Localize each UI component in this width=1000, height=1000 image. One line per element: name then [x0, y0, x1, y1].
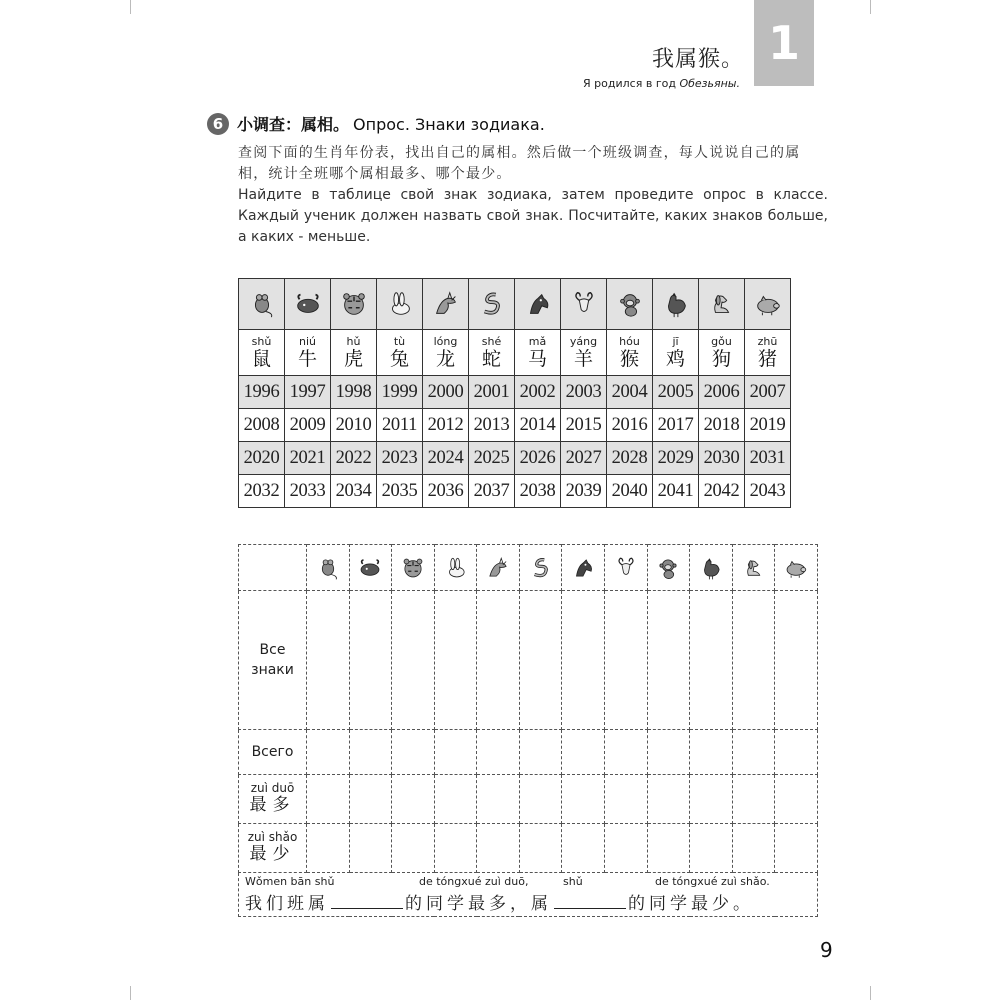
zodiac-icon-cell [515, 279, 561, 330]
least-cell[interactable] [392, 824, 435, 873]
zodiac-name-cell [331, 330, 377, 376]
monkey-icon [655, 555, 681, 581]
zodiac-pinyin: hǔ [346, 334, 361, 348]
year-cell: 2007 [745, 376, 791, 409]
section-heading [207, 112, 545, 135]
dog-icon [707, 289, 737, 319]
zodiac-name-cell [423, 330, 469, 376]
lesson-subtitle [583, 77, 740, 90]
zodiac-hanzi: 兔 [389, 347, 409, 370]
year-cell: 2019 [745, 409, 791, 442]
year-cell: 1998 [331, 376, 377, 409]
year-cell: 2031 [745, 442, 791, 475]
survey-icon-cell [477, 545, 520, 591]
zodiac-pinyin: tù [393, 334, 406, 348]
zodiac-name-cell [699, 330, 745, 376]
zodiac-name-cell [561, 330, 607, 376]
section-title-zh: 小调查：属相。 [237, 115, 350, 134]
horse-icon [523, 289, 553, 319]
total-cell[interactable] [690, 730, 733, 775]
zodiac-pinyin: shé [481, 334, 502, 348]
rat-icon [315, 555, 341, 581]
zodiac-name-cell [607, 330, 653, 376]
zodiac-pinyin: niú [299, 334, 316, 348]
exercise-number-badge: 6 [207, 113, 229, 135]
year-cell: 2000 [423, 376, 469, 409]
instruction-zh: 查阅下面的生肖年份表，找出自己的属相。然后做一个班级调查，每人说说自己的属相，统计全班哪个属相最多、哪个最少。 [238, 145, 801, 182]
lesson-subtitle-italic: Обезьяны. [679, 77, 740, 90]
least-cell[interactable] [690, 824, 733, 873]
total-cell[interactable] [434, 730, 477, 775]
year-cell: 2024 [423, 442, 469, 475]
ox-icon [293, 289, 323, 319]
crop-mark [130, 0, 131, 14]
year-cell: 1996 [239, 376, 285, 409]
year-cell: 2029 [653, 442, 699, 475]
year-cell: 2021 [285, 442, 331, 475]
least-cell[interactable] [562, 824, 605, 873]
most-cell[interactable] [647, 775, 690, 824]
class-survey-table [238, 544, 818, 917]
summary-sentence-hanzi [245, 889, 817, 914]
survey-icon-cell [732, 545, 775, 591]
monkey-icon [615, 289, 645, 319]
total-cell[interactable] [392, 730, 435, 775]
total-cell[interactable] [647, 730, 690, 775]
total-cell[interactable] [477, 730, 520, 775]
zodiac-names-row [239, 330, 791, 376]
sentence-pinyin-3: shǔ [563, 875, 583, 888]
lesson-number: 1 [767, 16, 800, 70]
year-cell: 2005 [653, 376, 699, 409]
sentence-pinyin-1: Wǒmen bān shǔ [245, 875, 335, 888]
row-label-least [239, 824, 307, 873]
year-row [239, 475, 791, 508]
tally-cell[interactable] [775, 591, 818, 730]
year-cell: 2040 [607, 475, 653, 508]
survey-icon-cell [562, 545, 605, 591]
year-cell: 2016 [607, 409, 653, 442]
year-cell: 2017 [653, 409, 699, 442]
survey-least-row [239, 824, 818, 873]
total-cell[interactable] [519, 730, 562, 775]
crop-mark [870, 986, 871, 1000]
tally-cell[interactable] [562, 591, 605, 730]
year-cell: 2020 [239, 442, 285, 475]
section-title-ru: Опрос. Знаки зодиака. [353, 115, 545, 134]
year-cell: 2037 [469, 475, 515, 508]
survey-icon-cell [690, 545, 733, 591]
zodiac-icon-cell [423, 279, 469, 330]
year-cell: 2015 [561, 409, 607, 442]
sentence-pinyin-2: de tóngxué zuì duō, [419, 875, 529, 888]
zodiac-icon-cell [699, 279, 745, 330]
survey-total-row [239, 730, 818, 775]
least-cell[interactable] [775, 824, 818, 873]
zodiac-icon-cell [469, 279, 515, 330]
goat-icon [613, 555, 639, 581]
survey-all-signs-row [239, 591, 818, 730]
most-cell[interactable] [519, 775, 562, 824]
year-cell: 2034 [331, 475, 377, 508]
blank-most-sign[interactable] [331, 894, 403, 909]
zodiac-hanzi: 狗 [711, 347, 731, 370]
year-cell: 2041 [653, 475, 699, 508]
total-cell[interactable] [605, 730, 648, 775]
year-cell: 2032 [239, 475, 285, 508]
zodiac-name-cell [239, 330, 285, 376]
total-cell[interactable] [562, 730, 605, 775]
year-cell: 2026 [515, 442, 561, 475]
tally-cell[interactable] [605, 591, 648, 730]
snake-icon [528, 555, 554, 581]
row-label-all [239, 591, 307, 730]
tiger-icon [339, 289, 369, 319]
sentence-pinyin-4: de tóngxué zuì shǎo. [655, 875, 770, 888]
year-cell: 2010 [331, 409, 377, 442]
least-hanzi: 最少 [249, 844, 296, 864]
least-cell[interactable] [647, 824, 690, 873]
tally-cell[interactable] [349, 591, 392, 730]
horse-icon [570, 555, 596, 581]
most-cell[interactable] [349, 775, 392, 824]
tally-cell[interactable] [732, 591, 775, 730]
tally-cell[interactable] [477, 591, 520, 730]
year-cell: 2022 [331, 442, 377, 475]
zodiac-hanzi: 虎 [343, 347, 363, 370]
survey-icon-cell [519, 545, 562, 591]
survey-corner-cell [239, 545, 307, 591]
zodiac-name-cell [377, 330, 423, 376]
zodiac-icons-row [239, 279, 791, 330]
zodiac-years-table [238, 278, 791, 508]
year-cell: 1997 [285, 376, 331, 409]
zodiac-icon-cell [561, 279, 607, 330]
year-cell: 2042 [699, 475, 745, 508]
year-cell: 2002 [515, 376, 561, 409]
year-row [239, 376, 791, 409]
most-cell[interactable] [477, 775, 520, 824]
year-cell: 2033 [285, 475, 331, 508]
year-cell: 2035 [377, 475, 423, 508]
least-cell[interactable] [732, 824, 775, 873]
survey-icon-cell [434, 545, 477, 591]
year-row [239, 409, 791, 442]
zodiac-name-cell [469, 330, 515, 376]
survey-icon-cell [307, 545, 350, 591]
rabbit-icon [385, 289, 415, 319]
most-hanzi: 最多 [249, 795, 296, 815]
zodiac-pinyin: jī [672, 334, 679, 348]
year-cell: 2014 [515, 409, 561, 442]
survey-icon-cell [605, 545, 648, 591]
sentence-hanzi-2: 的同学最多，属 [405, 894, 552, 914]
least-cell[interactable] [605, 824, 648, 873]
most-pinyin: zuì duō [250, 781, 295, 795]
year-cell: 2025 [469, 442, 515, 475]
survey-most-row [239, 775, 818, 824]
zodiac-name-cell [653, 330, 699, 376]
goat-icon [569, 289, 599, 319]
survey-icon-cell [647, 545, 690, 591]
crop-mark [130, 986, 131, 1000]
zodiac-hanzi: 牛 [297, 347, 317, 370]
year-cell: 2001 [469, 376, 515, 409]
zodiac-hanzi: 龙 [435, 347, 455, 370]
zodiac-icon-cell [745, 279, 791, 330]
zodiac-icon-cell [607, 279, 653, 330]
tally-cell[interactable] [307, 591, 350, 730]
zodiac-hanzi: 马 [527, 347, 547, 370]
year-cell: 2038 [515, 475, 561, 508]
year-cell: 2003 [561, 376, 607, 409]
ox-icon [357, 555, 383, 581]
zodiac-name-cell [515, 330, 561, 376]
least-cell[interactable] [349, 824, 392, 873]
year-cell: 2018 [699, 409, 745, 442]
year-cell: 2013 [469, 409, 515, 442]
summary-sentence-row [239, 873, 818, 917]
year-cell: 2030 [699, 442, 745, 475]
year-row [239, 442, 791, 475]
most-cell[interactable] [732, 775, 775, 824]
zodiac-hanzi: 猴 [619, 347, 639, 370]
least-pinyin: zuì shǎo [247, 830, 298, 844]
most-cell[interactable] [392, 775, 435, 824]
instruction-ru: Найдите в таблице свой знак зодиака, затем проведите опрос в классе. Каждый ученик должен назвать свой знак. Посчитайте, каких знаков больше, а каких - меньше. [238, 187, 828, 245]
total-cell[interactable] [349, 730, 392, 775]
rabbit-icon [443, 555, 469, 581]
zodiac-pinyin: shǔ [251, 334, 272, 348]
lesson-number-tab [754, 0, 814, 86]
dragon-icon [485, 555, 511, 581]
year-cell: 2043 [745, 475, 791, 508]
zodiac-hanzi: 鸡 [665, 347, 685, 370]
rooster-icon [661, 289, 691, 319]
zodiac-pinyin: zhū [757, 334, 778, 348]
rat-icon [247, 289, 277, 319]
zodiac-icon-cell [653, 279, 699, 330]
total-cell[interactable] [732, 730, 775, 775]
row-label-most [239, 775, 307, 824]
most-cell[interactable] [307, 775, 350, 824]
instructions [238, 143, 828, 248]
most-cell[interactable] [690, 775, 733, 824]
year-cell: 2012 [423, 409, 469, 442]
row-label-all-line1: Все [259, 642, 286, 658]
zodiac-name-cell [745, 330, 791, 376]
pig-icon [783, 555, 809, 581]
year-cell: 2006 [699, 376, 745, 409]
year-cell: 2036 [423, 475, 469, 508]
pig-icon [753, 289, 783, 319]
least-cell[interactable] [477, 824, 520, 873]
dog-icon [741, 555, 767, 581]
least-cell[interactable] [307, 824, 350, 873]
most-cell[interactable] [434, 775, 477, 824]
lesson-title: 我属猴。 [651, 47, 744, 72]
zodiac-icon-cell [377, 279, 423, 330]
zodiac-icon-cell [239, 279, 285, 330]
zodiac-name-cell [285, 330, 331, 376]
summary-sentence-pinyin [245, 875, 817, 889]
year-cell: 2028 [607, 442, 653, 475]
survey-icons-row [239, 545, 818, 591]
tally-cell[interactable] [519, 591, 562, 730]
zodiac-hanzi: 鼠 [251, 347, 271, 370]
tally-cell[interactable] [392, 591, 435, 730]
most-cell[interactable] [562, 775, 605, 824]
tally-cell[interactable] [434, 591, 477, 730]
zodiac-pinyin: yáng [569, 334, 598, 348]
sentence-hanzi-1: 我们班属 [245, 894, 329, 914]
rooster-icon [698, 555, 724, 581]
total-cell[interactable] [307, 730, 350, 775]
blank-least-sign[interactable] [554, 894, 626, 909]
least-cell[interactable] [519, 824, 562, 873]
year-cell: 2023 [377, 442, 423, 475]
zodiac-hanzi: 猪 [757, 347, 777, 370]
year-cell: 1999 [377, 376, 423, 409]
zodiac-pinyin: gǒu [711, 334, 732, 348]
year-cell: 2039 [561, 475, 607, 508]
row-label-all-line2: знаки [251, 662, 294, 678]
most-cell[interactable] [775, 775, 818, 824]
year-cell: 2004 [607, 376, 653, 409]
tally-cell[interactable] [690, 591, 733, 730]
most-cell[interactable] [605, 775, 648, 824]
tally-cell[interactable] [647, 591, 690, 730]
survey-icon-cell [392, 545, 435, 591]
crop-mark [870, 0, 871, 14]
row-label-total [239, 730, 307, 775]
zodiac-pinyin: lóng [433, 334, 458, 348]
year-cell: 2008 [239, 409, 285, 442]
page-number: 9 [820, 938, 833, 962]
year-cell: 2009 [285, 409, 331, 442]
tiger-icon [400, 555, 426, 581]
survey-icon-cell [349, 545, 392, 591]
zodiac-hanzi: 蛇 [481, 347, 501, 370]
zodiac-pinyin: hóu [619, 334, 640, 348]
section-title [237, 112, 545, 135]
lesson-subtitle-main: Я родился в год [583, 77, 676, 90]
dragon-icon [431, 289, 461, 319]
year-cell: 2027 [561, 442, 607, 475]
year-cell: 2011 [377, 409, 423, 442]
zodiac-pinyin: mǎ [528, 334, 547, 348]
survey-icon-cell [775, 545, 818, 591]
least-cell[interactable] [434, 824, 477, 873]
total-cell[interactable] [775, 730, 818, 775]
row-label-total-text: Всего [251, 744, 294, 760]
sentence-hanzi-3: 的同学最少。 [628, 894, 754, 914]
zodiac-icon-cell [285, 279, 331, 330]
zodiac-icon-cell [331, 279, 377, 330]
summary-sentence-cell [239, 873, 818, 917]
zodiac-hanzi: 羊 [573, 347, 593, 370]
snake-icon [477, 289, 507, 319]
